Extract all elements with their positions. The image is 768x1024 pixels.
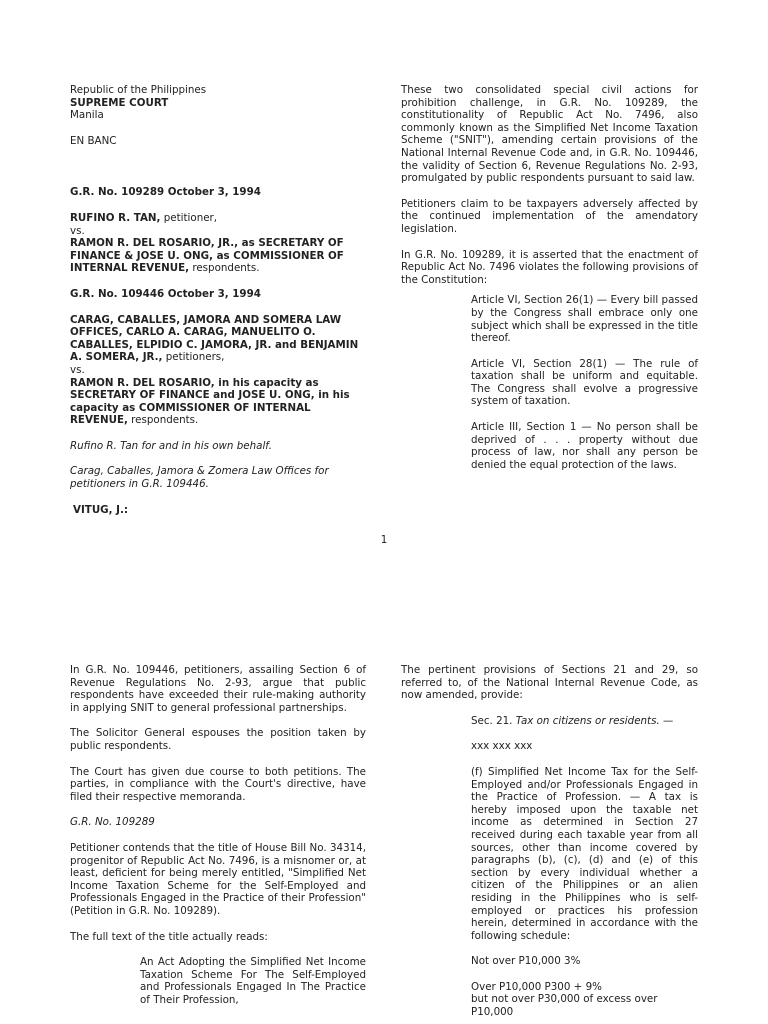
- constitution-quote-3: Article III, Section 1 — No person shall be deprived of . . . property without due process of law, nor shall any person be denied the equal protection of the laws.: [471, 421, 698, 471]
- court-city: Manila: [70, 109, 104, 122]
- pertinent-provisions-paragraph: The pertinent provisions of Sections 21 and 29, so referred to, of the National Internal Revenue Code, as now amended, provide:: [401, 664, 698, 702]
- assertion-paragraph: In G.R. No. 109289, it is asserted that the enactment of Republic Act No. 7496 violates the following provisions of the Constitution:: [401, 248, 698, 286]
- full-title-intro: The full text of the title actually reads:: [70, 930, 268, 943]
- constitution-quote-1: Article VI, Section 26(1) — Every bill passed by the Congress shall embrace only one subject which shall be expressed in the title thereof.: [471, 294, 698, 345]
- section-heading: G.R. No. 109289: [70, 816, 155, 829]
- schedule-row-2: Over P10,000 P300 + 9% but not over P30,000 of excess over P10,000: [471, 980, 658, 1019]
- case-number-2: G.R. No. 109446 October 3, 1994: [70, 287, 261, 300]
- page1-left-column: [70, 84, 365, 516]
- section-21-heading: Sec. 21. Tax on citizens or residents. —: [471, 714, 674, 727]
- court-country: Republic of the Philippines: [70, 84, 207, 96]
- ellipsis-marker: xxx xxx xxx: [471, 740, 533, 753]
- paragraph-f: (f) Simplified Net Income Tax for the Self-Employed and/or Professionals Engaged in the Practice of Profession. — A tax is hereby imposed upon the taxable net income as determined in Section 27 received during each taxable year from all sources, other than income covered by paragraphs (b), (c), (d) and (e) of this section by every individual whether a citizen of the Philippines or an alien residing in the Philippines who is self-employed or practices his profession herein, determined in accordance with the following schedule:: [471, 765, 698, 942]
- petitioner-1: RUFINO R. TAN, petitioner,: [70, 211, 218, 224]
- petitioners-2: CARAG, CABALLES, JAMORA AND SOMERA LAW OFFICES, CARLO A. CARAG, MANUELITO O. CABALLES, ELPIDIO C. JAMORA, JR. and BENJAMIN A. SOMERA, JR., petitioners,: [70, 313, 359, 364]
- petitioner-contends-paragraph: Petitioner contends that the title of House Bill No. 34314, progenitor of Republic Act No. 7496, is a misnomer or, at least, deficient for being merely entitled, "Simplified Net Income Taxation Scheme for the Self-Employed and Professionals Engaged in the Practice of their Profession" (Petition in G.R. No. 109289).: [70, 841, 366, 917]
- case-number-1: G.R. No. 109289 October 3, 1994: [70, 186, 261, 199]
- ponente: VITUG, J.:: [73, 503, 128, 516]
- court-division: EN BANC: [70, 134, 117, 147]
- counsel-2: Carag, Caballes, Jamora & Zomera Law Offices for petitioners in G.R. 109446.: [70, 465, 329, 491]
- versus-1: vs.: [70, 224, 85, 237]
- counsel-1: Rufino R. Tan for and in his own behalf.: [70, 439, 273, 452]
- constitution-quote-2: Article VI, Section 28(1) — The rule of taxation shall be uniform and equitable. The Congress shall evolve a progressive system of taxation.: [471, 357, 698, 408]
- page-number: 1: [380, 534, 388, 546]
- title-quote: An Act Adopting the Simplified Net Income Taxation Scheme For The Self-Employed and Professionals Engaged In The Practice of Their Profession,: [140, 956, 366, 1006]
- page1-right-column: [401, 84, 698, 484]
- respondents-1: RAMON R. DEL ROSARIO, JR., as SECRETARY OF FINANCE & JOSE U. ONG, as COMMISSIONER OF INTERNAL REVENUE, respondents.: [70, 237, 344, 275]
- versus-2: vs.: [70, 363, 85, 376]
- g-r-109446-paragraph: In G.R. No. 109446, petitioners, assailing Section 6 of Revenue Regulations No. 2-93, argue that public respondents have exceeded their rule-making authority in applying SNIT to general professional partnerships.: [70, 664, 366, 714]
- solicitor-general-paragraph: The Solicitor General espouses the position taken by public respondents.: [70, 727, 366, 752]
- schedule-row-1: Not over P10,000 3%: [471, 955, 581, 968]
- respondents-2: RAMON R. DEL ROSARIO, in his capacity as SECRETARY OF FINANCE and JOSE U. ONG, in his capacity as COMMISSIONER OF INTERNAL REVENUE, respondents.: [70, 376, 350, 427]
- intro-paragraph: These two consolidated special civil actions for prohibition challenge, in G.R. No. 109289, the constitutionality of Republic Act No. 7496, also commonly known as the Simplified Net Income Taxation Scheme ("SNIT"), amending certain provisions of the National Internal Revenue Code and, in G.R. No. 109446, the validity of Section 6, Revenue Regulations No. 2-93, promulgated by public respondents pursuant to said law.: [401, 84, 698, 185]
- page2-right-column: [401, 664, 698, 1019]
- due-course-paragraph: The Court has given due course to both petitions. The parties, in compliance with the Court's directive, have filed their respective memoranda.: [70, 765, 366, 803]
- petitioners-claim-paragraph: Petitioners claim to be taxpayers adversely affected by the continued implementation of the amendatory legislation.: [401, 197, 698, 235]
- page2-left-column: [70, 664, 366, 1019]
- court-name: SUPREME COURT: [70, 96, 169, 109]
